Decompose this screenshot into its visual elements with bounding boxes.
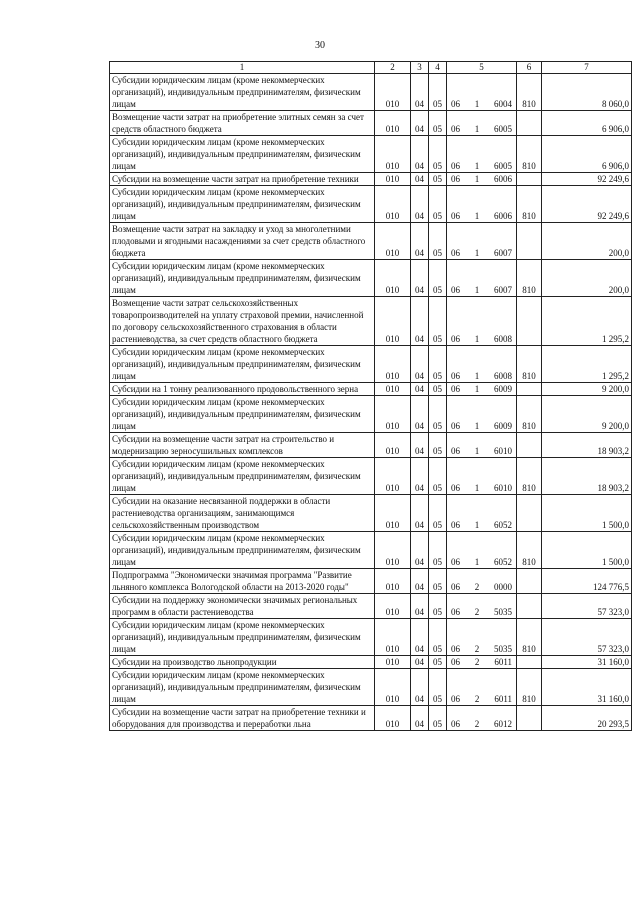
table-row xyxy=(110,656,632,669)
amount: 18 903,2 xyxy=(542,458,632,495)
direction-code: 6052 xyxy=(494,520,512,530)
direction-code: 0000 xyxy=(494,582,512,592)
row-description: Субсидии на возмещение части затрат на приобретение техники xyxy=(110,173,375,186)
amount: 57 323,0 xyxy=(542,594,632,619)
amount: 6 906,0 xyxy=(542,136,632,173)
section-code: 04 xyxy=(411,173,429,186)
direction-code: 6007 xyxy=(494,248,512,258)
program-code: 06 xyxy=(451,174,460,184)
header-cell: 6 xyxy=(517,62,542,74)
section-code: 04 xyxy=(411,594,429,619)
row-description: Субсидии юридическим лицам (кроме некоммерческих организаций), индивидуальным предпринимателям, физическим лицам xyxy=(110,346,375,383)
direction-code: 6004 xyxy=(494,99,512,109)
grbs-code: 010 xyxy=(375,346,411,383)
grbs-code: 010 xyxy=(375,594,411,619)
section-code: 04 xyxy=(411,495,429,532)
subprogram-code: 2 xyxy=(474,607,480,617)
direction-code: 6052 xyxy=(494,557,512,567)
amount: 92 249,6 xyxy=(542,186,632,223)
row-description: Субсидии юридическим лицам (кроме некоммерческих организаций), индивидуальным предпринимателям, физическим лицам xyxy=(110,136,375,173)
table-row xyxy=(110,532,632,569)
program-code: 06 xyxy=(451,520,460,530)
budget-table xyxy=(109,61,632,731)
target-article-code xyxy=(447,458,517,495)
expense-type-code xyxy=(517,495,542,532)
direction-code: 6009 xyxy=(494,384,512,394)
table-row xyxy=(110,260,632,297)
table-row xyxy=(110,669,632,706)
subsection-code: 05 xyxy=(429,656,447,669)
expense-type-code xyxy=(517,656,542,669)
row-description: Субсидии на возмещение части затрат на приобретение техники и оборудования для производства и переработки льна xyxy=(110,706,375,731)
expense-type-code xyxy=(517,569,542,594)
row-description: Субсидии юридическим лицам (кроме некоммерческих организаций), индивидуальным предпринимателям, физическим лицам xyxy=(110,186,375,223)
target-article-code xyxy=(447,383,517,396)
amount: 1 500,0 xyxy=(542,495,632,532)
program-code: 06 xyxy=(451,334,460,344)
direction-code: 6006 xyxy=(494,174,512,184)
subprogram-code: 2 xyxy=(474,694,480,704)
subsection-code: 05 xyxy=(429,223,447,260)
grbs-code: 010 xyxy=(375,111,411,136)
amount: 6 906,0 xyxy=(542,111,632,136)
amount: 1 500,0 xyxy=(542,532,632,569)
subprogram-code: 1 xyxy=(474,124,480,134)
expense-type-code: 810 xyxy=(517,532,542,569)
row-description: Субсидии юридическим лицам (кроме некоммерческих организаций), индивидуальным предпринимателям, физическим лицам xyxy=(110,396,375,433)
row-description: Субсидии юридическим лицам (кроме некоммерческих организаций), индивидуальным предпринимателям, физическим лицам xyxy=(110,260,375,297)
program-code: 06 xyxy=(451,446,460,456)
program-code: 06 xyxy=(451,99,460,109)
subprogram-code: 2 xyxy=(474,582,480,592)
grbs-code: 010 xyxy=(375,669,411,706)
grbs-code: 010 xyxy=(375,383,411,396)
grbs-code: 010 xyxy=(375,136,411,173)
row-description: Субсидии на оказание несвязанной поддержки в области растениеводства организациям, занимающимся сельскохозяйственным производством xyxy=(110,495,375,532)
subsection-code: 05 xyxy=(429,495,447,532)
grbs-code: 010 xyxy=(375,186,411,223)
section-code: 04 xyxy=(411,669,429,706)
expense-type-code: 810 xyxy=(517,669,542,706)
table-row xyxy=(110,111,632,136)
target-article-code xyxy=(447,656,517,669)
grbs-code: 010 xyxy=(375,223,411,260)
row-description: Возмещение части затрат на приобретение элитных семян за счет средств областного бюджета xyxy=(110,111,375,136)
grbs-code: 010 xyxy=(375,433,411,458)
subprogram-code: 2 xyxy=(474,719,480,729)
target-article-code xyxy=(447,396,517,433)
amount: 31 160,0 xyxy=(542,656,632,669)
section-code: 04 xyxy=(411,656,429,669)
row-description: Субсидии юридическим лицам (кроме некоммерческих организаций), индивидуальным предпринимателям, физическим лицам xyxy=(110,619,375,656)
header-cell: 4 xyxy=(429,62,447,74)
amount: 9 200,0 xyxy=(542,383,632,396)
direction-code: 6006 xyxy=(494,211,512,221)
subsection-code: 05 xyxy=(429,706,447,731)
subsection-code: 05 xyxy=(429,111,447,136)
subsection-code: 05 xyxy=(429,297,447,346)
expense-type-code xyxy=(517,111,542,136)
amount: 200,0 xyxy=(542,260,632,297)
section-code: 04 xyxy=(411,223,429,260)
section-code: 04 xyxy=(411,619,429,656)
expense-type-code: 810 xyxy=(517,186,542,223)
amount: 1 295,2 xyxy=(542,297,632,346)
row-description: Субсидии на производство льнопродукции xyxy=(110,656,375,669)
row-description: Субсидии юридическим лицам (кроме некоммерческих организаций), индивидуальным предпринимателям, физическим лицам xyxy=(110,458,375,495)
target-article-code xyxy=(447,111,517,136)
grbs-code: 010 xyxy=(375,532,411,569)
direction-code: 6007 xyxy=(494,285,512,295)
grbs-code: 010 xyxy=(375,656,411,669)
grbs-code: 010 xyxy=(375,569,411,594)
header-cell: 7 xyxy=(542,62,632,74)
amount: 8 060,0 xyxy=(542,74,632,111)
direction-code: 6005 xyxy=(494,161,512,171)
subsection-code: 05 xyxy=(429,173,447,186)
program-code: 06 xyxy=(451,371,460,381)
section-code: 04 xyxy=(411,706,429,731)
target-article-code xyxy=(447,223,517,260)
table-row xyxy=(110,569,632,594)
amount: 20 293,5 xyxy=(542,706,632,731)
direction-code: 6005 xyxy=(494,124,512,134)
subprogram-code: 1 xyxy=(474,334,480,344)
section-code: 04 xyxy=(411,346,429,383)
row-description: Возмещение части затрат на закладку и уход за многолетними плодовыми и ягодными насаждениями за счет средств областного бюджета xyxy=(110,223,375,260)
subprogram-code: 1 xyxy=(474,99,480,109)
expense-type-code xyxy=(517,297,542,346)
subprogram-code: 1 xyxy=(474,371,480,381)
expense-type-code: 810 xyxy=(517,136,542,173)
table-row xyxy=(110,458,632,495)
subsection-code: 05 xyxy=(429,136,447,173)
subsection-code: 05 xyxy=(429,532,447,569)
row-description: Возмещение части затрат сельскохозяйственных товаропроизводителей на уплату страховой премии, начисленной по договору сельскохозяйственного страхования в области растениеводства, за счет средств областного бюджета xyxy=(110,297,375,346)
page-number: 30 xyxy=(315,40,325,51)
row-description: Субсидии юридическим лицам (кроме некоммерческих организаций), индивидуальным предпринимателям, физическим лицам xyxy=(110,669,375,706)
amount: 57 323,0 xyxy=(542,619,632,656)
target-article-code xyxy=(447,297,517,346)
expense-type-code xyxy=(517,706,542,731)
expense-type-code: 810 xyxy=(517,458,542,495)
table-row xyxy=(110,495,632,532)
row-description: Субсидии на 1 тонну реализованного продовольственного зерна xyxy=(110,383,375,396)
grbs-code: 010 xyxy=(375,495,411,532)
table-row xyxy=(110,346,632,383)
direction-code: 6010 xyxy=(494,483,512,493)
subprogram-code: 1 xyxy=(474,557,480,567)
direction-code: 5035 xyxy=(494,607,512,617)
subprogram-code: 1 xyxy=(474,446,480,456)
table-row xyxy=(110,186,632,223)
section-code: 04 xyxy=(411,433,429,458)
table-row xyxy=(110,396,632,433)
section-code: 04 xyxy=(411,260,429,297)
subsection-code: 05 xyxy=(429,569,447,594)
row-description: Субсидии на поддержку экономически значимых региональных программ в области растениеводства xyxy=(110,594,375,619)
expense-type-code: 810 xyxy=(517,260,542,297)
subsection-code: 05 xyxy=(429,383,447,396)
subprogram-code: 1 xyxy=(474,248,480,258)
expense-type-code: 810 xyxy=(517,346,542,383)
table-row xyxy=(110,297,632,346)
row-description: Субсидии юридическим лицам (кроме некоммерческих организаций), индивидуальным предпринимателям, физическим лицам xyxy=(110,532,375,569)
amount: 92 249,6 xyxy=(542,173,632,186)
subprogram-code: 1 xyxy=(474,174,480,184)
target-article-code xyxy=(447,346,517,383)
program-code: 06 xyxy=(451,384,460,394)
expense-type-code xyxy=(517,223,542,260)
section-code: 04 xyxy=(411,74,429,111)
amount: 200,0 xyxy=(542,223,632,260)
section-code: 04 xyxy=(411,458,429,495)
program-code: 06 xyxy=(451,719,460,729)
program-code: 06 xyxy=(451,657,460,667)
section-code: 04 xyxy=(411,186,429,223)
target-article-code xyxy=(447,706,517,731)
table-row xyxy=(110,173,632,186)
header-cell: 1 xyxy=(110,62,375,74)
grbs-code: 010 xyxy=(375,297,411,346)
grbs-code: 010 xyxy=(375,458,411,495)
program-code: 06 xyxy=(451,582,460,592)
table-row xyxy=(110,433,632,458)
target-article-code xyxy=(447,569,517,594)
section-code: 04 xyxy=(411,532,429,569)
program-code: 06 xyxy=(451,248,460,258)
subsection-code: 05 xyxy=(429,594,447,619)
subprogram-code: 1 xyxy=(474,285,480,295)
target-article-code xyxy=(447,74,517,111)
subsection-code: 05 xyxy=(429,74,447,111)
expense-type-code: 810 xyxy=(517,74,542,111)
expense-type-code: 810 xyxy=(517,619,542,656)
amount: 1 295,2 xyxy=(542,346,632,383)
subprogram-code: 1 xyxy=(474,421,480,431)
expense-type-code xyxy=(517,594,542,619)
subsection-code: 05 xyxy=(429,346,447,383)
program-code: 06 xyxy=(451,161,460,171)
grbs-code: 010 xyxy=(375,619,411,656)
direction-code: 6010 xyxy=(494,446,512,456)
header-cell: 3 xyxy=(411,62,429,74)
grbs-code: 010 xyxy=(375,74,411,111)
section-code: 04 xyxy=(411,297,429,346)
subsection-code: 05 xyxy=(429,186,447,223)
subprogram-code: 2 xyxy=(474,657,480,667)
expense-type-code xyxy=(517,433,542,458)
target-article-code xyxy=(447,186,517,223)
program-code: 06 xyxy=(451,557,460,567)
row-description: Субсидии юридическим лицам (кроме некоммерческих организаций), индивидуальным предпринимателям, физическим лицам xyxy=(110,74,375,111)
section-code: 04 xyxy=(411,396,429,433)
target-article-code xyxy=(447,260,517,297)
subsection-code: 05 xyxy=(429,619,447,656)
table-row xyxy=(110,223,632,260)
subsection-code: 05 xyxy=(429,433,447,458)
subsection-code: 05 xyxy=(429,260,447,297)
section-code: 04 xyxy=(411,383,429,396)
target-article-code xyxy=(447,532,517,569)
table-row xyxy=(110,706,632,731)
direction-code: 6008 xyxy=(494,371,512,381)
target-article-code xyxy=(447,136,517,173)
subprogram-code: 1 xyxy=(474,211,480,221)
subsection-code: 05 xyxy=(429,458,447,495)
program-code: 06 xyxy=(451,694,460,704)
direction-code: 6009 xyxy=(494,421,512,431)
expense-type-code xyxy=(517,383,542,396)
program-code: 06 xyxy=(451,607,460,617)
direction-code: 6011 xyxy=(494,694,512,704)
subsection-code: 05 xyxy=(429,396,447,433)
header-cell: 5 xyxy=(447,62,517,74)
table-row xyxy=(110,619,632,656)
section-code: 04 xyxy=(411,111,429,136)
direction-code: 6008 xyxy=(494,334,512,344)
row-description: Подпрограмма "Экономически значимая программа "Развитие льняного комплекса Вологодской области на 2013-2020 годы" xyxy=(110,569,375,594)
program-code: 06 xyxy=(451,644,460,654)
amount: 9 200,0 xyxy=(542,396,632,433)
program-code: 06 xyxy=(451,285,460,295)
row-description: Субсидии на возмещение части затрат на строительство и модернизацию зерносушильных комплексов xyxy=(110,433,375,458)
target-article-code xyxy=(447,433,517,458)
section-code: 04 xyxy=(411,569,429,594)
amount: 31 160,0 xyxy=(542,669,632,706)
amount: 18 903,2 xyxy=(542,433,632,458)
table-header-row xyxy=(110,62,632,74)
subsection-code: 05 xyxy=(429,669,447,706)
subprogram-code: 1 xyxy=(474,520,480,530)
program-code: 06 xyxy=(451,124,460,134)
grbs-code: 010 xyxy=(375,706,411,731)
program-code: 06 xyxy=(451,421,460,431)
table-row xyxy=(110,136,632,173)
target-article-code xyxy=(447,619,517,656)
subprogram-code: 1 xyxy=(474,161,480,171)
grbs-code: 010 xyxy=(375,260,411,297)
direction-code: 6012 xyxy=(494,719,512,729)
subprogram-code: 1 xyxy=(474,384,480,394)
target-article-code xyxy=(447,495,517,532)
direction-code: 6011 xyxy=(494,657,512,667)
target-article-code xyxy=(447,173,517,186)
subprogram-code: 1 xyxy=(474,483,480,493)
header-cell: 2 xyxy=(375,62,411,74)
grbs-code: 010 xyxy=(375,173,411,186)
table-row xyxy=(110,594,632,619)
target-article-code xyxy=(447,594,517,619)
amount: 124 776,5 xyxy=(542,569,632,594)
target-article-code xyxy=(447,669,517,706)
direction-code: 5035 xyxy=(494,644,512,654)
program-code: 06 xyxy=(451,483,460,493)
table-row xyxy=(110,383,632,396)
table-row xyxy=(110,74,632,111)
expense-type-code: 810 xyxy=(517,396,542,433)
program-code: 06 xyxy=(451,211,460,221)
section-code: 04 xyxy=(411,136,429,173)
expense-type-code xyxy=(517,173,542,186)
subprogram-code: 2 xyxy=(474,644,480,654)
grbs-code: 010 xyxy=(375,396,411,433)
